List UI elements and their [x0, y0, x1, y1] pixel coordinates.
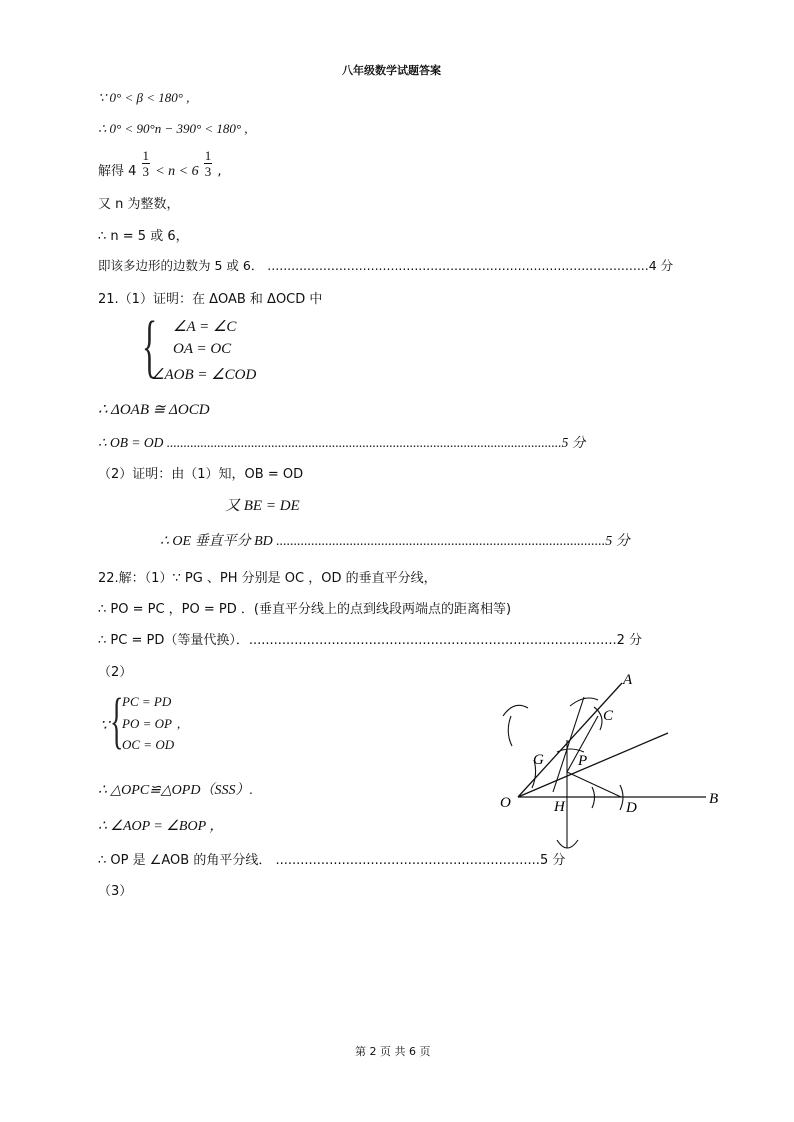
q22-congruence: ∴ △OPC≌△OPD（SSS）.: [98, 783, 253, 798]
q21-condition-1: ∠A = ∠C: [173, 319, 237, 335]
q21-part2-given: 又 BE = DE: [225, 498, 300, 514]
line-solution: [98, 148, 222, 184]
q21-congruence: ∴ ΔOAB ≅ ΔOCD: [98, 402, 210, 418]
fraction-1-num: 1: [142, 148, 150, 163]
geometry-figure: [480, 665, 730, 870]
arc-upper-mid: [570, 698, 598, 706]
solution-suffix: ,: [217, 164, 222, 179]
q22-condition-1: PC = PD: [122, 694, 172, 709]
fraction-2-den: 3: [204, 164, 212, 179]
label-O: O: [500, 795, 511, 811]
label-C: C: [603, 708, 614, 724]
label-A: A: [623, 672, 633, 688]
q22-part2: （2）: [98, 665, 133, 680]
q22-part3: （3）: [98, 884, 133, 899]
arc-C: [594, 707, 602, 730]
label-B: B: [709, 791, 719, 807]
q22-because: ∵: [100, 718, 110, 734]
q22-bisector: ∴ OP 是 ∠AOB 的角平分线． ................................................................5 分: [98, 853, 566, 868]
q21-condition-2: OA = OC: [173, 341, 232, 357]
q22-angles-equal: ∴ ∠AOP = ∠BOP ，: [98, 819, 224, 834]
fraction-1: [142, 148, 151, 179]
label-H: H: [554, 799, 565, 815]
q22-substitution: ∴ PC = PD（等量代换）．.........................................................................................2 分: [98, 633, 643, 648]
q21-title: 21.（1）证明：在 ΔOAB 和 ΔOCD 中: [98, 292, 323, 307]
label-D: D: [626, 800, 637, 816]
arc-upper-left: [503, 705, 528, 716]
q22-title: 22.解：（1）∵ PG 、PH 分别是 OC ，OD 的垂直平分线，: [98, 571, 437, 586]
q21-condition-3: ∠AOB = ∠COD: [151, 367, 257, 383]
line-n-values: ∴ n = 5 或 6，: [98, 229, 189, 244]
line-n-integer: 又 n 为整数，: [98, 197, 180, 212]
q22-condition-2: PO = OP: [122, 716, 172, 731]
q21-part2: （2）证明：由（1）知，OB = OD: [98, 467, 304, 482]
page-header: 八年级数学试题答案: [342, 64, 441, 77]
solution-mid: < n < 6: [155, 164, 199, 179]
label-G: G: [533, 752, 544, 768]
q22-system-comma: ,: [177, 716, 181, 731]
line-beta-range: ∵ 0° < β < 180° ,: [98, 90, 190, 105]
q21-conclusion: ∴ OB = OD .....................................................................................................................5 分: [98, 435, 586, 450]
fraction-1-den: 3: [142, 164, 150, 179]
label-P: P: [578, 753, 588, 769]
fraction-2: [204, 148, 213, 179]
q21-part2-conclusion: ∴ OE 垂直平分 BD ..............................................................................................5 分: [160, 534, 630, 549]
fraction-2-num: 1: [204, 148, 212, 163]
q22-condition-3: OC = OD: [122, 737, 175, 752]
q22-brace: {: [110, 687, 124, 755]
line-inequality: ∴ 0° < 90°n − 390° < 180° ,: [98, 121, 248, 136]
solution-prefix: 解得 4: [98, 164, 137, 179]
arc-left-vertical: [508, 716, 512, 746]
line-polygon-sides: 即该多边形的边数为 5 或 6． ................................................................................................4 分: [98, 258, 674, 273]
q21-brace: {: [142, 308, 158, 385]
q22-equal-distances: ∴ PO = PC ，PO = PD ．(垂直平分线上的点到线段两端点的距离相等): [98, 602, 512, 617]
page-footer: 第 2 页 共 6 页: [355, 1045, 431, 1058]
